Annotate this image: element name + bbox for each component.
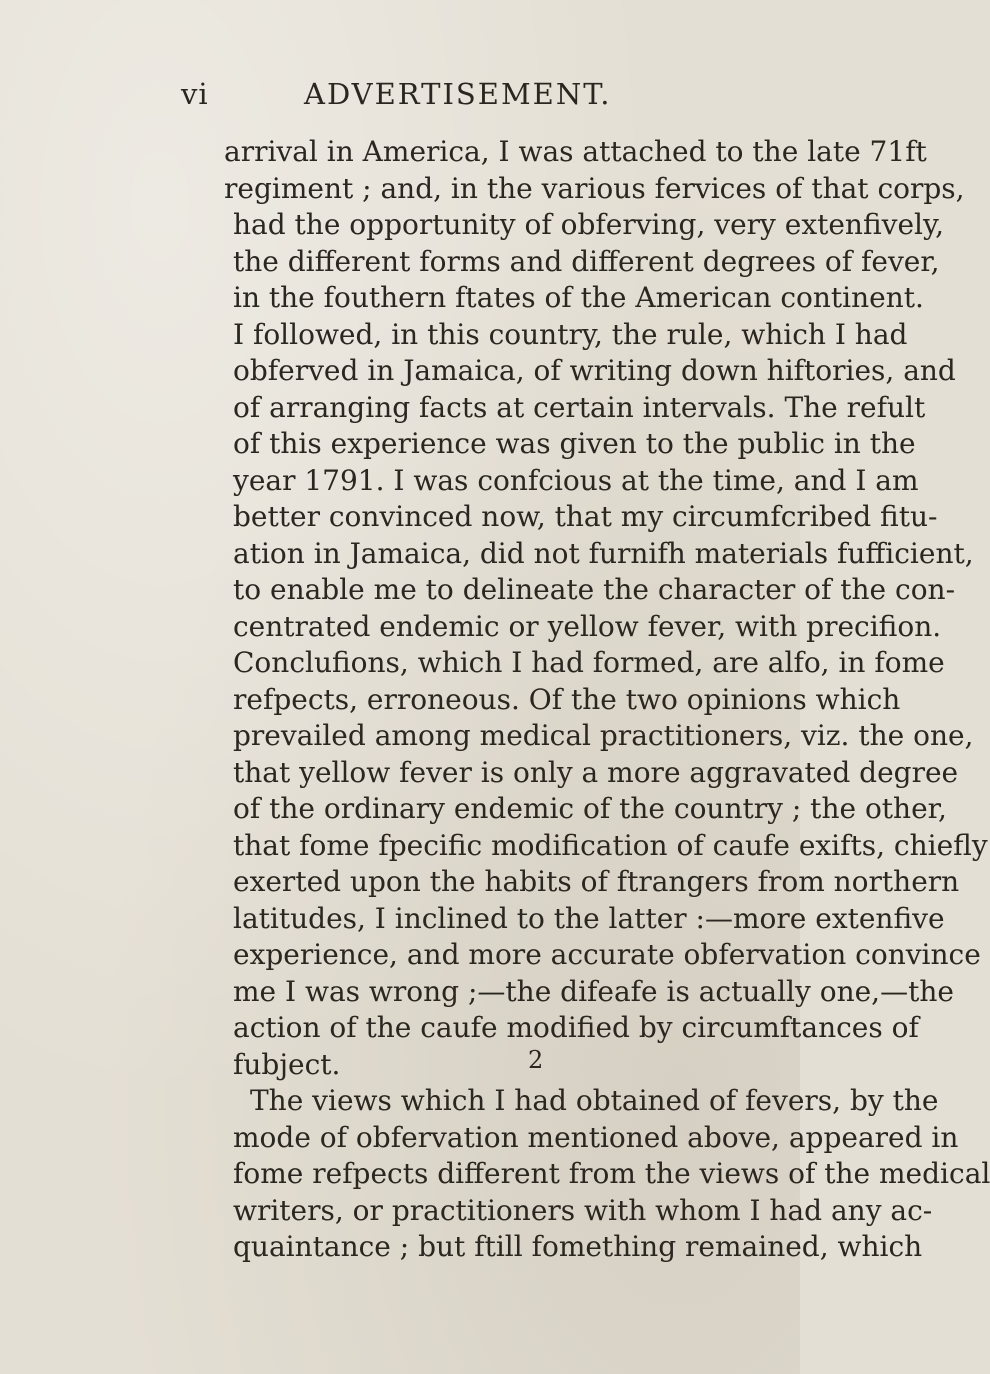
- text-line: of this experience was given to the public in the: [233, 427, 916, 460]
- text-line: of arranging facts at certain intervals. The refult: [233, 390, 926, 424]
- text-line: had the opportunity of obferving, very extenfively,: [233, 208, 944, 241]
- text-line: experience, and more accurate obfervation convince: [233, 938, 981, 971]
- text-line: latitudes, I inclined to the latter :—more extenfive: [233, 901, 945, 935]
- text-line: of the ordinary endemic of the country ; the other,: [233, 792, 947, 825]
- signature-mark: 2: [528, 1046, 544, 1074]
- body-text: [200, 134, 990, 1266]
- text-line: ation in Jamaica, did not furnifh materials fufficient,: [233, 536, 974, 570]
- text-line: obferved in Jamaica, of writing down hiftories, and: [233, 354, 956, 387]
- text-line: the different forms and different degrees of fever,: [233, 244, 940, 278]
- text-line: quaintance ; but ftill fomething remained, which: [233, 1230, 923, 1263]
- text-line: writers, or practitioners with whom I had any ac-: [233, 1193, 933, 1227]
- text-line: better convinced now, that my circumfcribed fitu-: [233, 500, 938, 533]
- text-line: exerted upon the habits of ftrangers from northern: [233, 865, 960, 898]
- page-number: vi: [181, 77, 209, 111]
- text-line: centrated endemic or yellow fever, with precifion.: [233, 609, 942, 643]
- text-line: me I was wrong ;—the difeafe is actually one,—the: [233, 974, 954, 1008]
- text-line: arrival in America, I was attached to the late 71ft: [224, 135, 927, 168]
- text-line: that fome fpecific modification of caufe exifts, chiefly: [233, 828, 988, 862]
- text-line: prevailed among medical practitioners, viz. the one,: [233, 719, 974, 752]
- text-line: to enable me to delineate the character of the con-: [233, 573, 956, 606]
- text-line: I followed, in this country, the rule, which I had: [233, 317, 908, 351]
- text-line: Conclufions, which I had formed, are alfo, in fome: [233, 646, 945, 679]
- page-header: [0, 77, 800, 117]
- text-line: fubject.: [233, 1047, 341, 1081]
- text-line: that yellow fever is only a more aggravated degree: [233, 755, 959, 789]
- text-line: regiment ; and, in the various fervices of that corps,: [224, 171, 965, 205]
- paragraph-start-line: The views which I had obtained of fevers, by the: [250, 1084, 939, 1117]
- text-line: fome refpects different from the views of the medical: [233, 1157, 990, 1190]
- running-head: ADVERTISEMENT.: [304, 77, 612, 111]
- text-line: mode of obfervation mentioned above, appeared in: [233, 1120, 959, 1154]
- text-line: in the fouthern ftates of the American continent.: [233, 281, 924, 314]
- text-line: refpects, erroneous. Of the two opinions which: [233, 682, 901, 716]
- text-line: action of the caufe modified by circumftances of: [233, 1011, 919, 1044]
- text-line: year 1791. I was confcious at the time, and I am: [233, 463, 919, 497]
